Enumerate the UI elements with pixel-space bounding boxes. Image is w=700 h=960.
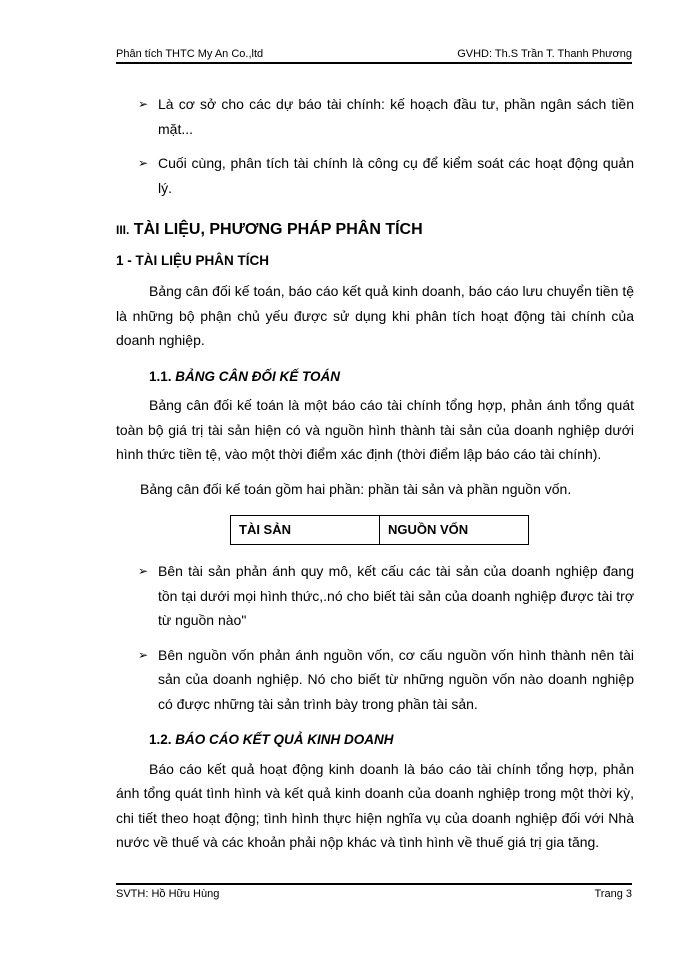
list-item: ➢ Cuối cùng, phân tích tài chính là công cụ để kiểm soát các hoạt động quản lý. — [116, 151, 634, 200]
list-item: ➢ Bên nguồn vốn phản ánh nguồn vốn, cơ cấu nguồn vốn hình thành nên tài sản của doanh nghiệp. Nó cho biết từ những nguồn vốn nào doanh nghiệp có được những tài sản trình bày trong phần tài sản. — [116, 643, 634, 717]
footer-left: SVTH: Hồ Hữu Hùng — [116, 888, 220, 900]
arrow-bullet-icon: ➢ — [138, 156, 149, 170]
page-number: Trang 3 — [594, 888, 632, 900]
heading-1-1: 1.1. BẢNG CÂN ĐỐI KẾ TOÁN — [149, 368, 341, 384]
page-header — [116, 40, 632, 64]
header-left: Phân tích THTC My An Co.,ltd — [116, 48, 264, 60]
income-statement-paragraph: Báo cáo kết quả hoạt động kinh doanh là báo cáo tài chính tổng hợp, phản ánh tổng quát tình hình và kết quả kinh doanh của doanh nghiệp trong một thời kỳ, chi tiết theo hoạt động; tình hình thực hiện nghĩa vụ của doanh nghiệp đối với Nhà nước về thuế và các khoản phải nộp khác và tình hình về thuế giá trị gia tăng. — [116, 760, 634, 850]
list-item: ➢ Là cơ sở cho các dự báo tài chính: kế hoạch đầu tư, phần ngân sách tiền mặt... — [116, 92, 634, 141]
header-right: GVHD: Th.S Trần T. Thanh Phương — [457, 48, 632, 60]
list-item: ➢ Bên tài sản phản ánh quy mô, kết cấu các tài sản của doanh nghiệp đang tồn tại dưới mọi hình thức,.nó cho biết tài sản của doanh nghiệp được tài trợ từ nguồn nào" — [116, 559, 634, 633]
intro-paragraph: Bảng cân đối kế toán, báo cáo kết quả kinh doanh, báo cáo lưu chuyển tiền tệ là những bộ phận chủ yếu được sử dụng khi phân tích hoạt động tài chính của doanh nghiệp. — [116, 283, 634, 348]
subsection-heading: 1 - TÀI LIỆU PHÂN TÍCH — [116, 252, 270, 268]
table-cell-capital: NGUỒN VỐN — [380, 516, 529, 545]
heading-1-2: 1.2. BÁO CÁO KẾT QUẢ KINH DOANH — [149, 732, 394, 747]
table-cell-assets: TÀI SẢN — [231, 516, 380, 545]
page-content — [116, 92, 634, 861]
arrow-bullet-icon: ➢ — [138, 647, 149, 662]
arrow-bullet-icon: ➢ — [138, 564, 149, 578]
section-heading: III. TÀI LIỆU, PHƯƠNG PHÁP PHÂN TÍCH — [116, 221, 423, 238]
balance-sheet-table — [230, 515, 529, 545]
balance-sheet-parts: Bảng cân đối kế toán gồm hai phần: phần tài sản và phần nguồn vốn. — [140, 480, 572, 497]
arrow-bullet-icon: ➢ — [138, 97, 149, 111]
page-footer — [116, 883, 632, 908]
balance-sheet-paragraph: Bảng cân đối kế toán là một báo cáo tài chính tổng hợp, phản ánh tổng quát toàn bộ giá trị tài sản hiện có và nguồn hình thành tài sản của doanh nghiệp dưới hình thức tiền tệ, vào một thời điểm xác định (thời điểm lập báo cáo tài chính). — [116, 397, 634, 462]
